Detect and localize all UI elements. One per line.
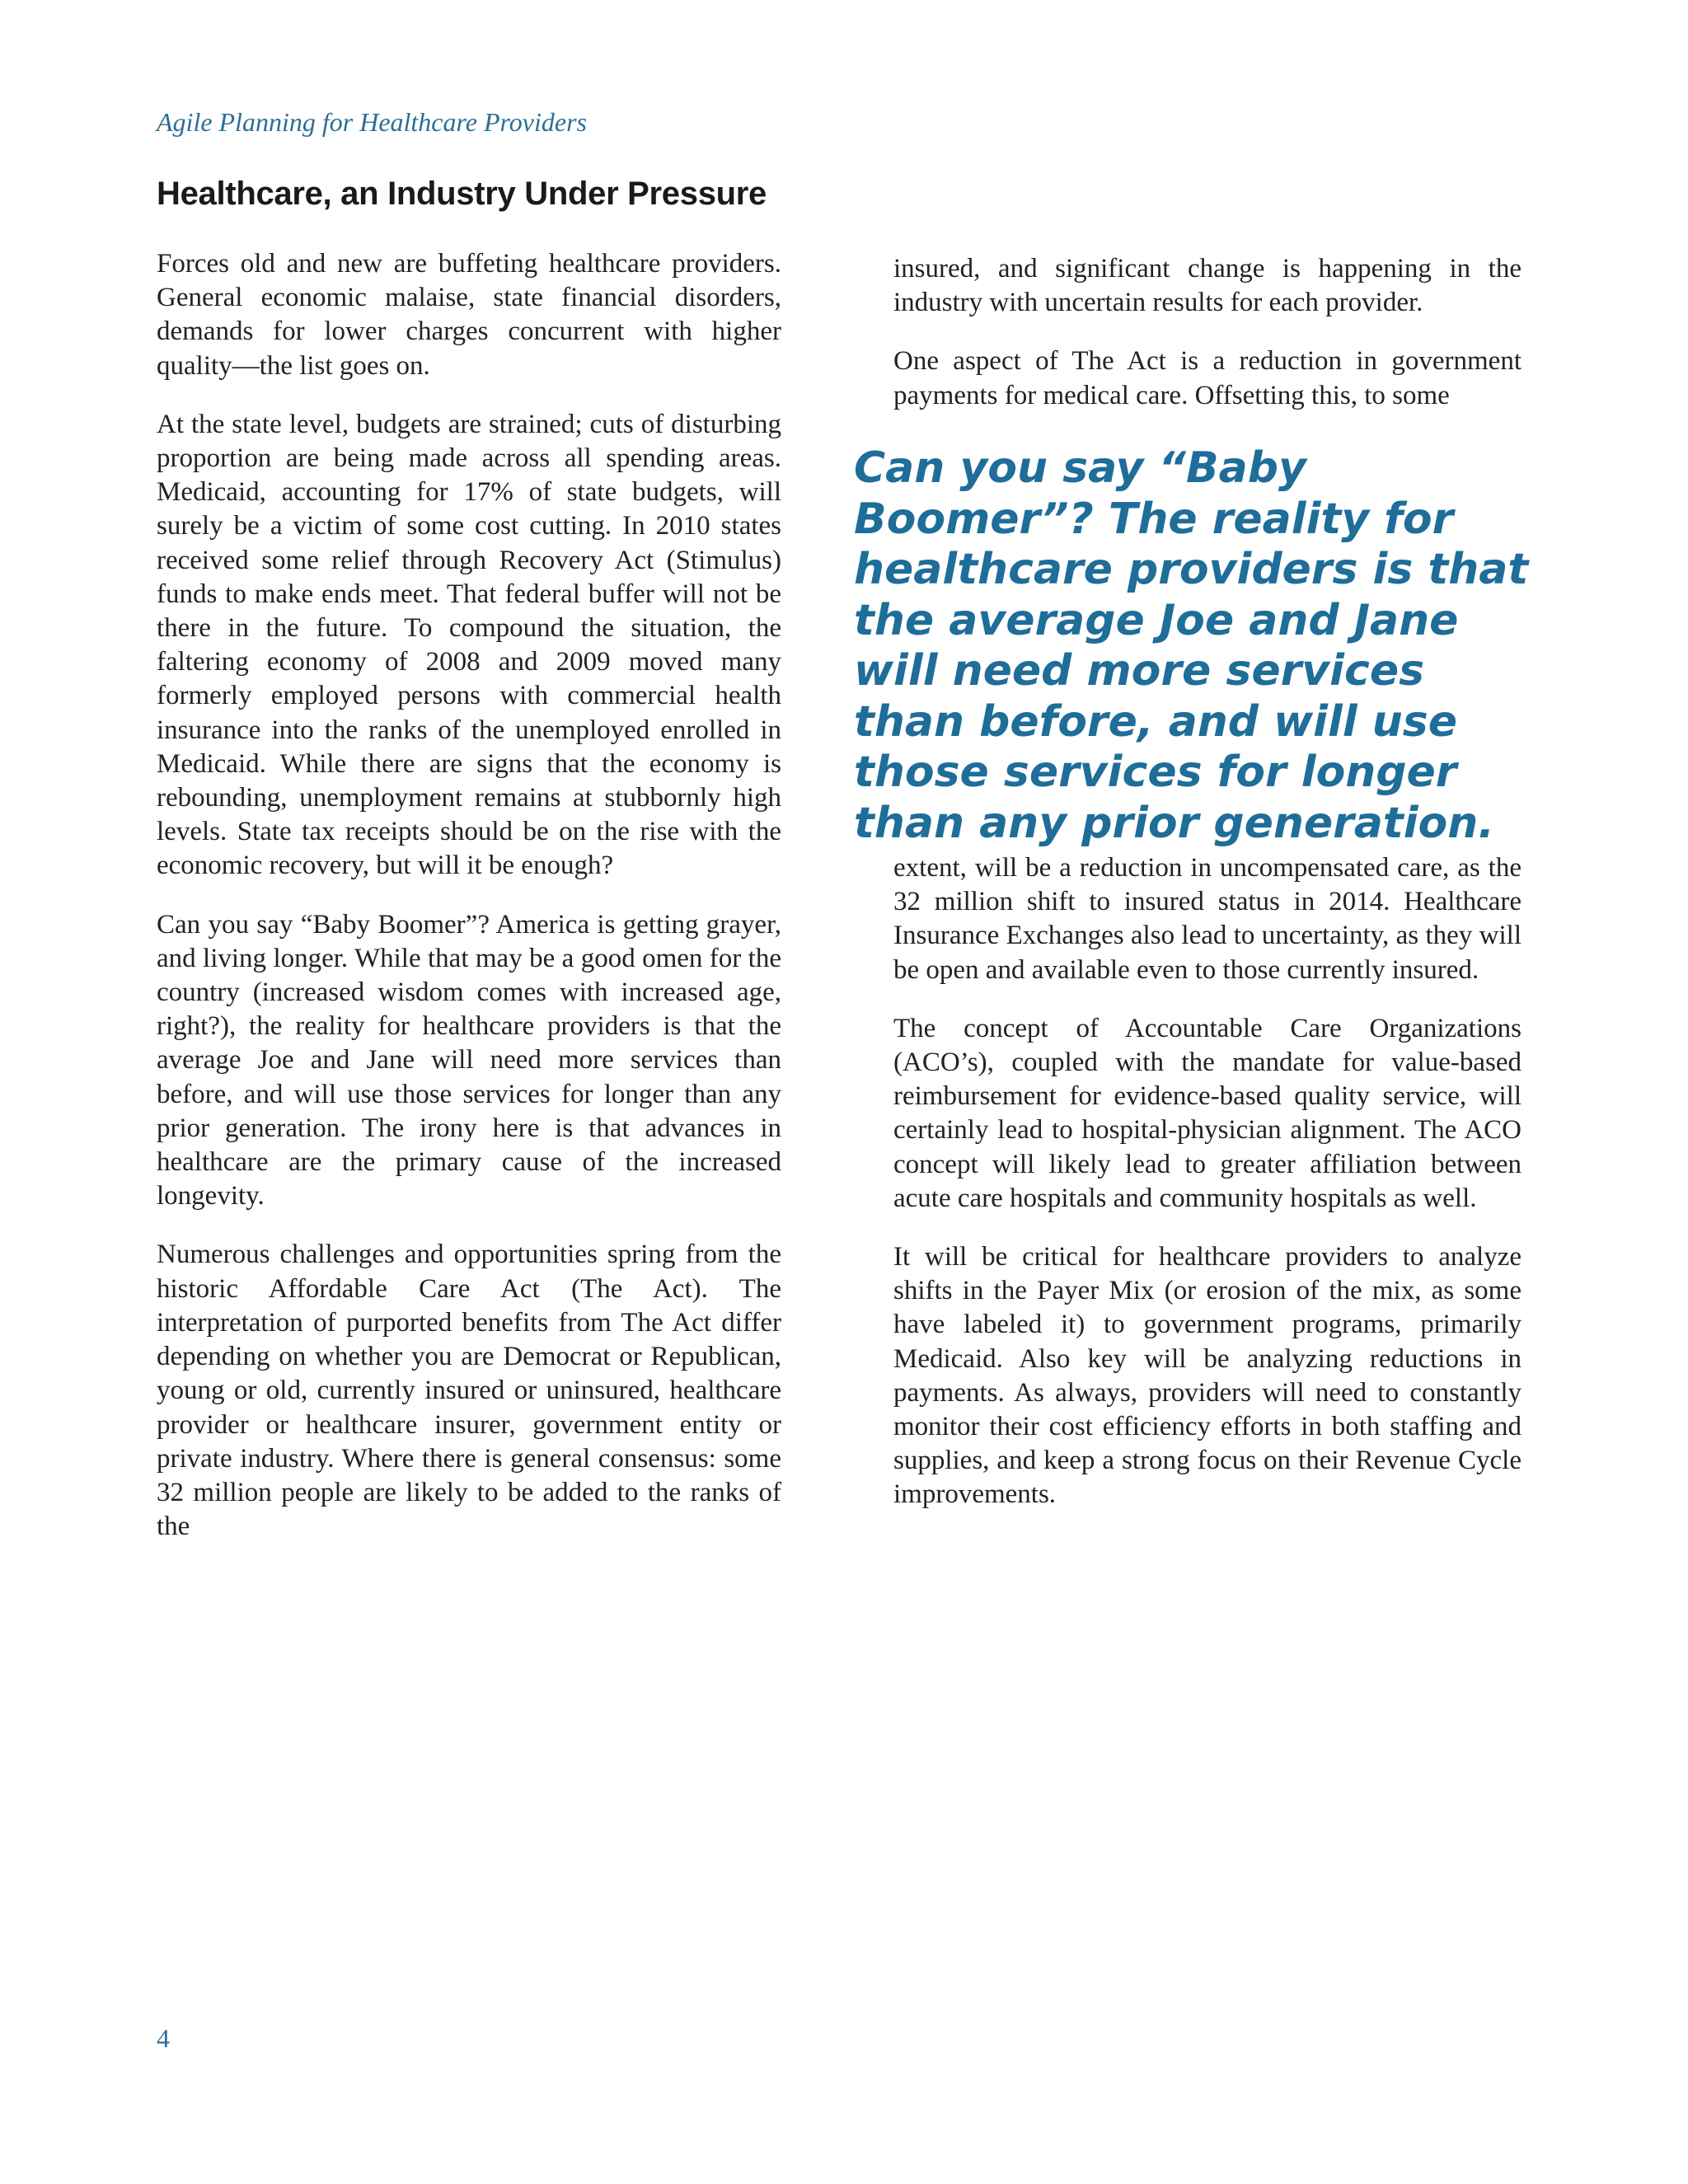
paragraph-insured-continued: insured, and significant change is happening in the industry with uncertain results for each provider. [893, 254, 1522, 318]
left-column [157, 247, 781, 1568]
paragraph-one-aspect: One aspect of The Act is a reduction in government payments for medical care. Offsetting this, to some [893, 346, 1522, 410]
paragraph-extent-continued: extent, will be a reduction in uncompensated care, as the 32 million shift to insured status in 2014. Healthcare Insurance Exchanges also lead to uncertainty, as they will be open and available even to those currently insured. [893, 853, 1522, 985]
paragraph-state-level: At the state level, budgets are strained; cuts of disturbing proportion are being made across all spending areas. Medicaid, accounting for 17% of state budgets, will surely be a victim of some cost cutting. In 2010 states received some relief through Recovery Act (Stimulus) funds to make ends meet. That federal buffer will not be there in the future. To compound the situation, the faltering economy of 2008 and 2009 moved many formerly employed persons with commercial health insurance into the ranks of the unemployed enrolled in Medicaid. While there are signs that the economy is rebounding, unemployment remains at stubbornly high levels. State tax receipts should be on the rise with the economic recovery, but will it be enough? [157, 409, 781, 881]
paragraph-baby-boomer: Can you say “Baby Boomer”? America is getting grayer, and living longer. While that may be a good omen for the country (increased wisdom comes with increased age, right?), the reality for healthcare providers is that the average Joe and Jane will need more services than before, and will use those services for longer than any prior generation. The irony here is that advances in healthcare are the primary cause of the increased longevity. [157, 909, 781, 1212]
paragraph-forces: Forces old and new are buffeting healthcare providers. General economic malaise, state financial disorders, demands for lower charges concurrent with higher quality—the list goes on. [157, 249, 781, 381]
page-number: 4 [157, 2023, 170, 2053]
pull-quote: Can you say “Baby Boomer”? The reality for healthcare providers is that the average Joe and Jane will need more services than before, and will use those services for longer than any prior generation. [854, 443, 1529, 848]
right-column-bottom [893, 851, 1522, 1537]
paragraph-aco-concept: The concept of Accountable Care Organizations (ACO’s), coupled with the mandate for value-based reimbursement for evidence-based quality service, will certainly lead to hospital-physician alignment. The ACO concept will likely lead to greater affiliation between acute care hospitals and community hospitals as well. [893, 1013, 1522, 1213]
paragraph-affordable-care-act: Numerous challenges and opportunities spring from the historic Affordable Care Act (The Act). The interpretation of purported benefits from The Act differ depending on whether you are Democrat or Republican, young or old, currently insured or uninsured, healthcare provider or healthcare insurer, government entity or private industry. Where there is general consensus: some 32 million people are likely to be added to the ranks of the [157, 1240, 781, 1542]
running-header: Agile Planning for Healthcare Providers [157, 107, 587, 137]
right-column-top [893, 252, 1522, 438]
paragraph-payer-mix: It will be critical for healthcare providers to analyze shifts in the Payer Mix (or erosion of the mix, as some have labeled it) to government programs, primarily Medicaid. Also key will be analyzing reductions in payments. As always, providers will need to constantly monitor their cost efficiency efforts in both staffing and supplies, and keep a strong focus on their Revenue Cycle improvements. [893, 1242, 1522, 1510]
section-title: Healthcare, an Industry Under Pressure [157, 176, 767, 212]
